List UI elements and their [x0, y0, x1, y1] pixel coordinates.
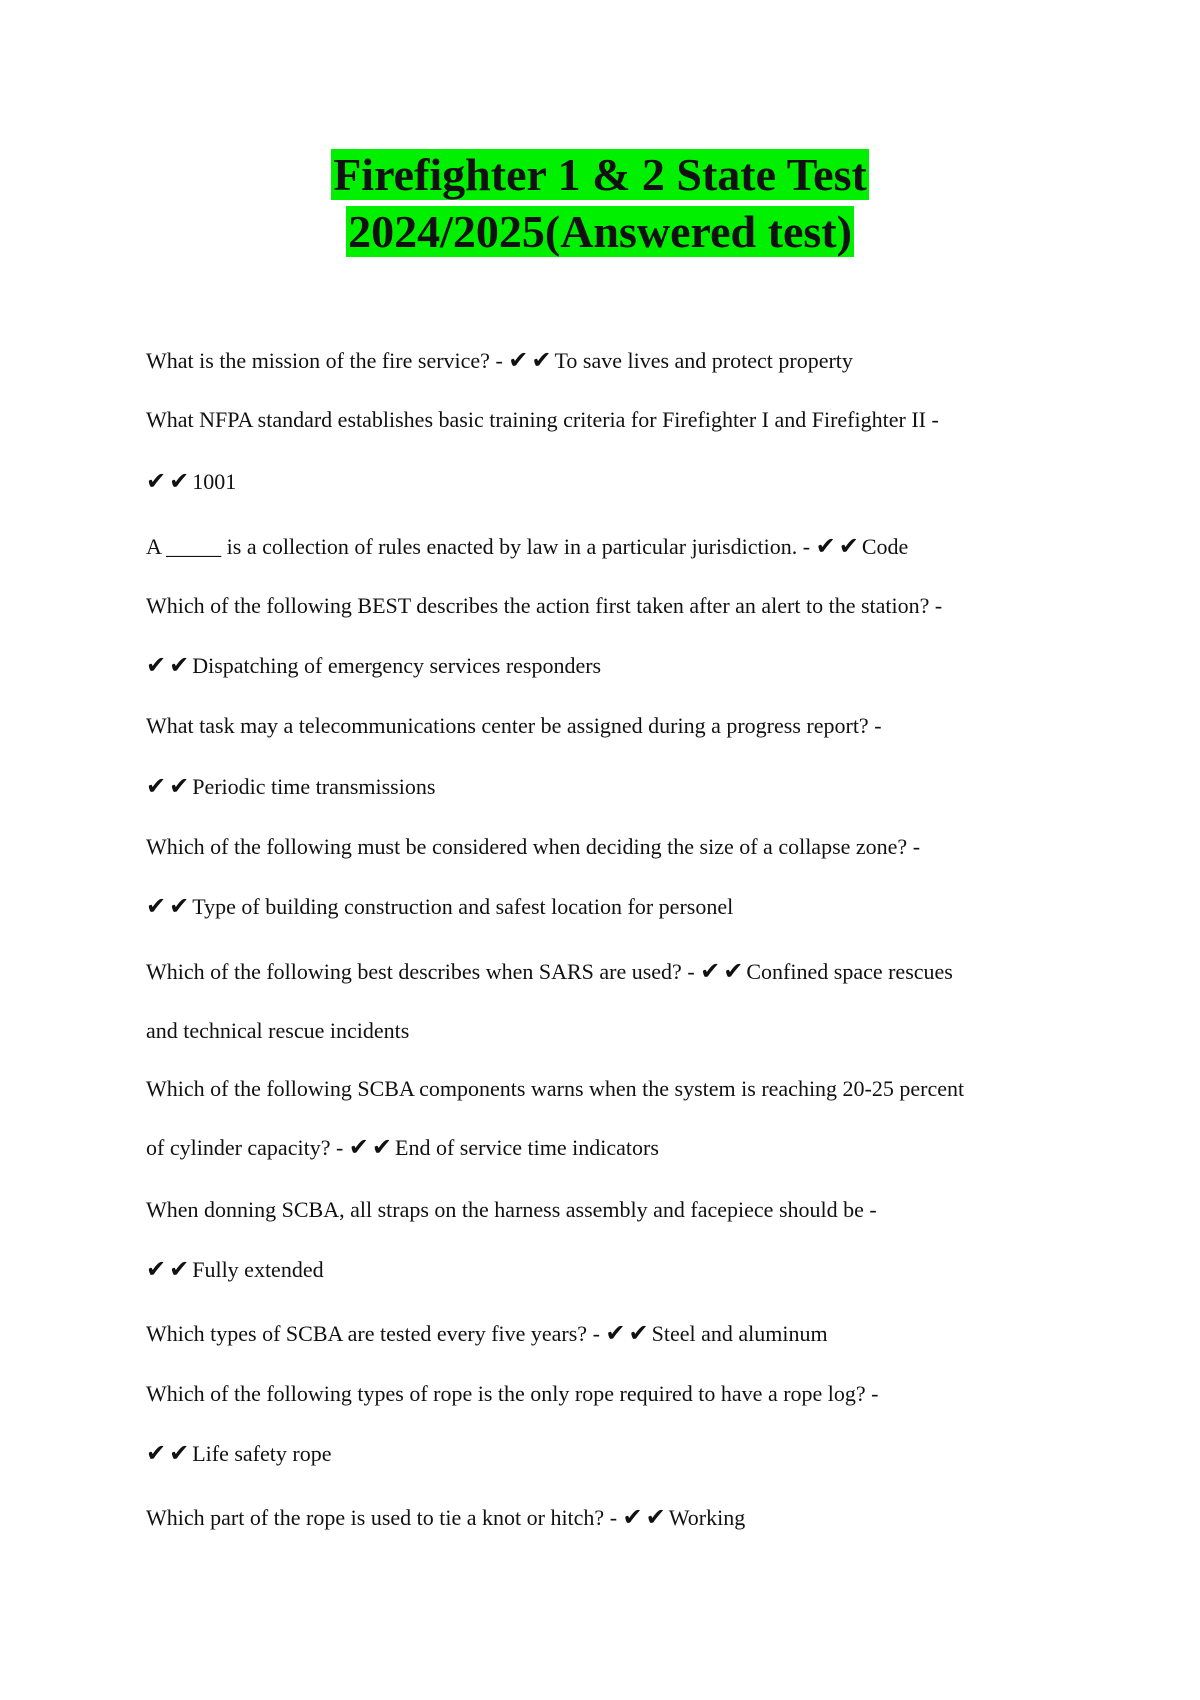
answer-text: Confined space rescues: [746, 959, 953, 984]
answer-text: To save lives and protect property: [554, 348, 853, 373]
check-icon: ✔: [169, 772, 190, 800]
check-icon: ✔: [146, 651, 167, 679]
qa-line: [146, 1502, 1076, 1533]
check-icon: ✔: [169, 1439, 190, 1467]
check-icon: ✔: [146, 1439, 167, 1467]
qa-line: [146, 1438, 1076, 1469]
check-icon: ✔: [508, 346, 529, 374]
question-text: When donning SCBA, all straps on the harness assembly and facepiece should be -: [146, 1197, 877, 1222]
answer-text: Periodic time transmissions: [192, 774, 436, 799]
check-icon: ✔: [146, 892, 167, 920]
qa-line: [146, 711, 1076, 741]
check-icon: ✔: [628, 1319, 649, 1347]
qa-line: [146, 531, 1076, 562]
answer-text: Type of building construction and safest location for personel: [192, 894, 734, 919]
answer-text: End of service time indicators: [395, 1135, 659, 1160]
question-text: Which of the following types of rope is the only rope required to have a rope log? -: [146, 1381, 879, 1406]
qa-line: [146, 466, 1076, 497]
qa-line: [146, 956, 1076, 987]
question-text: A _____ is a collection of rules enacted by law in a particular jurisdiction. -: [146, 534, 816, 559]
qa-line: [146, 345, 1076, 376]
qa-line: [146, 891, 1076, 922]
qa-line: [146, 650, 1076, 681]
check-icon: ✔: [348, 1133, 369, 1161]
question-text: Which types of SCBA are tested every five years? -: [146, 1321, 606, 1346]
question-text: What is the mission of the fire service? -: [146, 348, 509, 373]
question-text: Which of the following best describes when SARS are used? -: [146, 959, 701, 984]
answer-text: Code: [861, 534, 909, 559]
check-icon: ✔: [531, 346, 552, 374]
qa-line: [146, 1195, 1076, 1225]
check-icon: ✔: [723, 957, 744, 985]
check-icon: ✔: [838, 532, 859, 560]
qa-line: [146, 1379, 1076, 1409]
answer-text: Life safety rope: [192, 1441, 332, 1466]
qa-line: [146, 832, 1076, 862]
answer-text: Fully extended: [192, 1257, 324, 1282]
answer-text: Working: [668, 1505, 746, 1530]
answer-text: 1001: [192, 469, 237, 494]
check-icon: ✔: [371, 1133, 392, 1161]
question-text: Which part of the rope is used to tie a knot or hitch? -: [146, 1505, 623, 1530]
question-text: What NFPA standard establishes basic training criteria for Firefighter I and Firefighter II -: [146, 407, 939, 432]
qa-line: [146, 1016, 1076, 1046]
qa-line: [146, 771, 1076, 802]
check-icon: ✔: [815, 532, 836, 560]
check-icon: ✔: [169, 467, 190, 495]
qa-line: [146, 591, 1076, 621]
check-icon: ✔: [169, 892, 190, 920]
question-text: What task may a telecommunications center be assigned during a progress report? -: [146, 713, 882, 738]
check-icon: ✔: [146, 1255, 167, 1283]
check-icon: ✔: [146, 467, 167, 495]
question-text: of cylinder capacity? -: [146, 1135, 349, 1160]
check-icon: ✔: [169, 651, 190, 679]
answer-text: Steel and aluminum: [651, 1321, 828, 1346]
document-title: [0, 146, 1200, 260]
check-icon: ✔: [645, 1503, 666, 1531]
qa-line: [146, 1318, 1076, 1349]
check-icon: ✔: [622, 1503, 643, 1531]
check-icon: ✔: [146, 772, 167, 800]
title-line-1: Firefighter 1 & 2 State Test: [333, 149, 867, 200]
question-text: Which of the following must be considered when deciding the size of a collapse zone? -: [146, 834, 921, 859]
qa-line: [146, 405, 1076, 435]
qa-line: [146, 1254, 1076, 1285]
question-text: Which of the following BEST describes the action first taken after an alert to the station? -: [146, 593, 943, 618]
question-text: and technical rescue incidents: [146, 1018, 410, 1043]
check-icon: ✔: [700, 957, 721, 985]
qa-line: [146, 1132, 1076, 1163]
qa-line: [146, 1074, 1076, 1104]
check-icon: ✔: [605, 1319, 626, 1347]
title-line-2: 2024/2025(Answered test): [348, 206, 852, 257]
answer-text: Dispatching of emergency services responders: [192, 653, 602, 678]
question-text: Which of the following SCBA components warns when the system is reaching 20-25 percent: [146, 1076, 965, 1101]
check-icon: ✔: [169, 1255, 190, 1283]
